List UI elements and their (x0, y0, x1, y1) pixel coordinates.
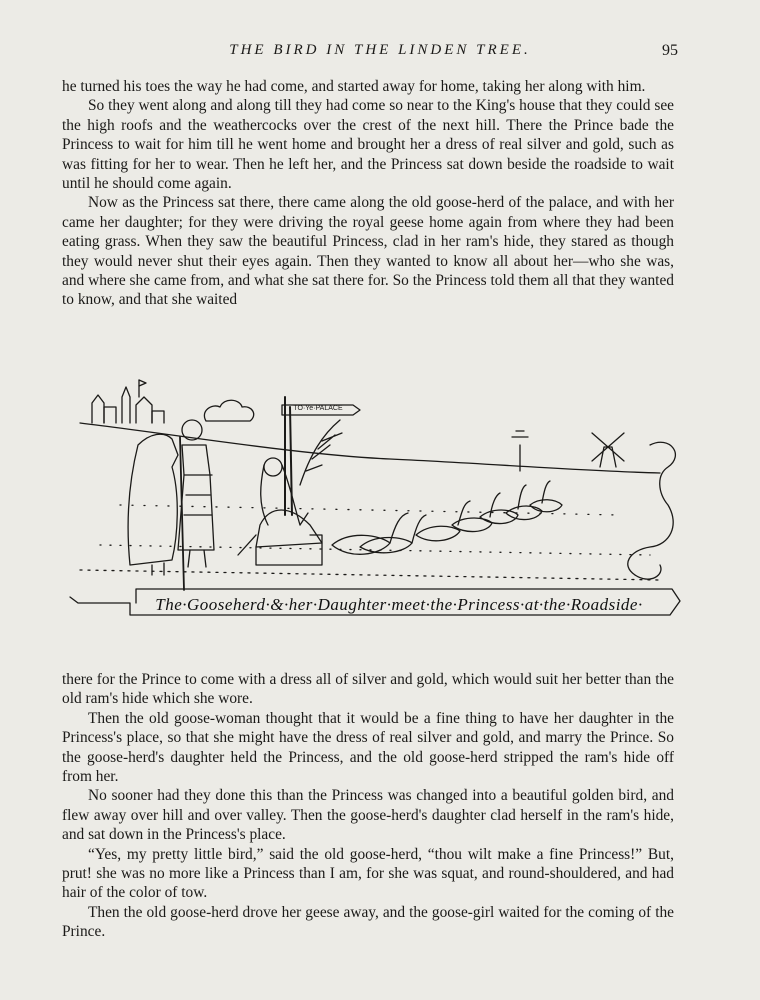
paragraph: he turned his toes the way he had come, and started away for home, taking her along with him. (62, 78, 646, 95)
illustration-caption: The·Gooseherd·&·her·Daughter·meet·the·Princess·at·the·Roadside· (155, 595, 643, 614)
page-number: 95 (662, 42, 678, 59)
paragraph: Then the old goose-herd drove her geese away, and the goose-girl waited for the coming of the Prince. (62, 903, 674, 941)
paragraph: “Yes, my pretty little bird,” said the old goose-herd, “thou wilt make a fine Princess!” But, prut! she was no more like a Princess than I am, for she was squat, and round-shouldered, and had hair of the color of tow. (62, 845, 674, 902)
text-block-top (62, 77, 674, 310)
illustration-drawing (60, 375, 685, 625)
running-title: THE BIRD IN THE LINDEN TREE. (229, 42, 531, 58)
running-head (0, 38, 760, 62)
paragraph: Then the old goose-woman thought that it would be a fine thing to have her daughter in the Princess's place, so that she might have the dress of real silver and gold, and marry the Prince. So the goose-herd's daughter held the Princess, and the old goose-herd stripped the ram's hide off from her. (62, 709, 674, 786)
signpost-text: TO·Ye·PALACE (293, 405, 343, 412)
paragraph: Now as the Princess sat there, there came along the old goose-herd of the palace, and with her came her daughter; for they were driving the royal geese home again from where they had been eating grass. When they saw the beautiful Princess, clad in her ram's hide, they stared as though they would never shut their eyes again. Then they wanted to know all about her—who she was, and where she came from, and what she sat there for. So the Princess told them all that they wanted to know, and that she waited (62, 194, 674, 309)
paragraph: No sooner had they done this than the Princess was changed into a beautiful golden bird, and flew away over hill and over valley. Then the goose-herd's daughter clad herself in the ram's hide, and sat down in the Princess's place. (62, 787, 674, 844)
paragraph: So they went along and along till they had come so near to the King's house that they could see the high roofs and the weathercocks over the crest of the next hill. There the Prince bade the Princess to wait for him till he went home and brought her a dress of real silver and gold, such as was fitting for her to wear. Then he left her, and the Princess sat down beside the roadside to wait until he should come again. (62, 97, 674, 193)
paragraph: there for the Prince to come with a dress all of silver and gold, which would suit her better than the old ram's hide which she wore. (62, 671, 674, 708)
text-block-bottom (62, 670, 674, 942)
illustration-goose-herd (60, 375, 685, 625)
